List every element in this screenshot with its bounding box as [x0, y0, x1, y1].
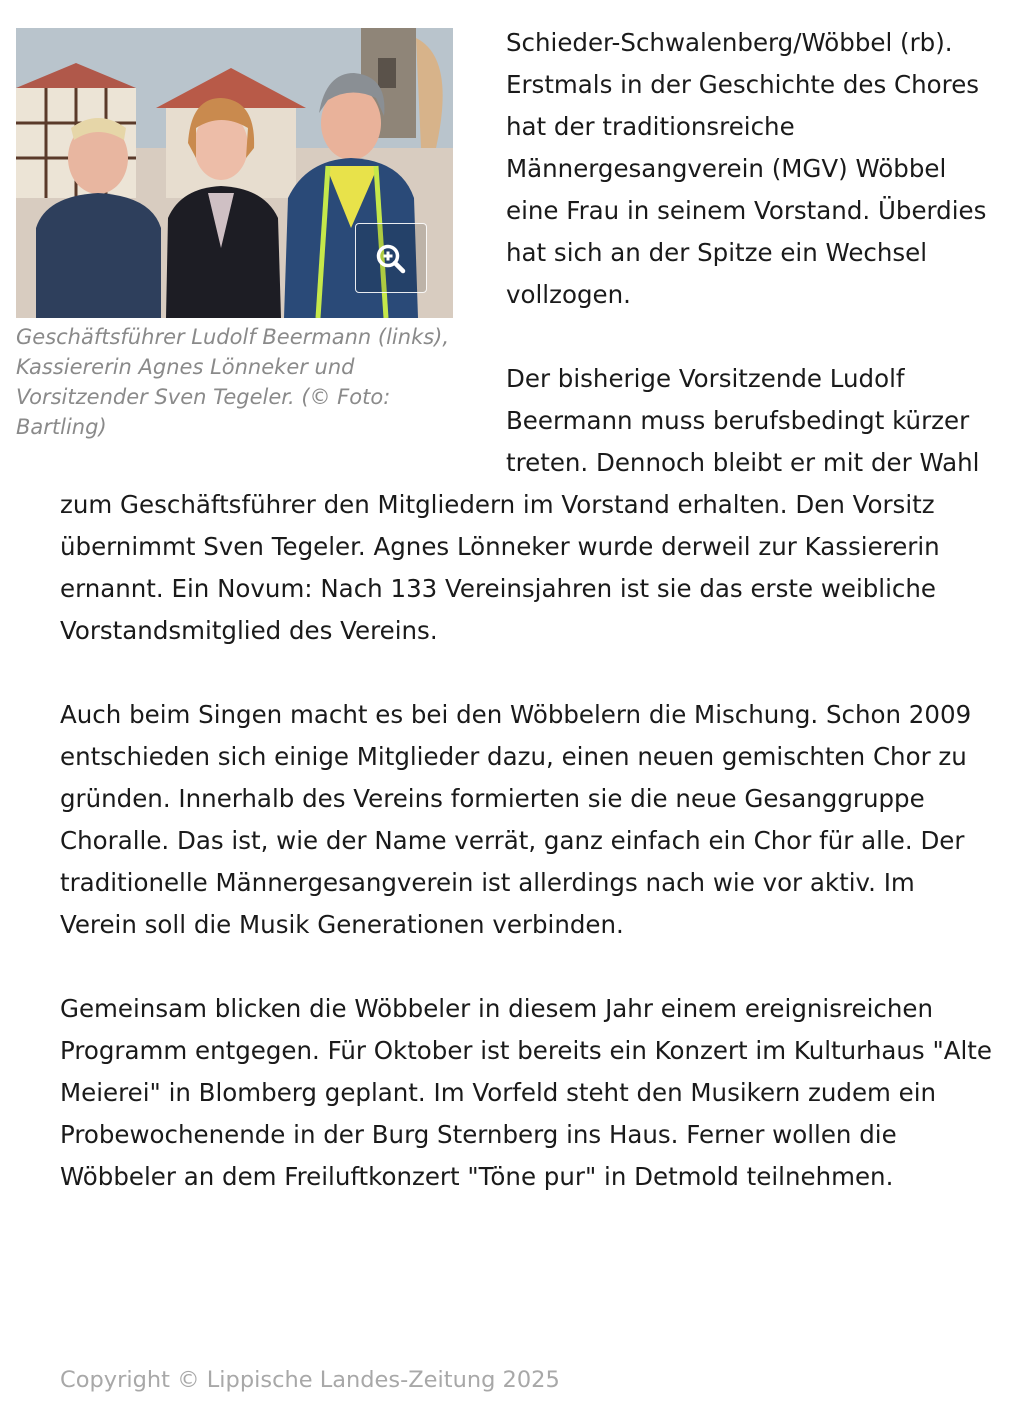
paragraph-2: Der bisherige Vorsitzende Ludolf Beermann muss berufsbedingt kürzer treten. Dennoch bleibt er mit der Wahl zum Geschäftsführer den Mitgliedern im Vorstand erhalten. Den Vorsitz übernimmt Sven Tegeler. Agnes Lönneker wurde derweil zur Kassiererin ernannt. Ein Novum: Nach 133 Vereinsjahren ist sie das erste weibliche Vorstandsmitglied des Vereins. — [60, 364, 980, 645]
article-body — [16, 22, 995, 1240]
paragraph-1: Schieder-Schwalenberg/Wöbbel (rb). Erstmals in der Geschichte des Chores hat der traditionsreiche Männergesangverein (MGV) Wöbbel eine Frau in seinem Vorstand. Überdies hat sich an der Spitze ein Wechsel vollzogen. — [506, 28, 987, 309]
paragraph-3: Auch beim Singen macht es bei den Wöbbelern die Mischung. Schon 2009 entschieden sich einige Mitglieder dazu, einen neuen gemischten Chor zu gründen. Innerhalb des Vereins formierten sie die neue Gesanggruppe Choralle. Das ist, wie der Name verrät, ganz einfach ein Chor für alle. Der traditionelle Männergesangverein ist allerdings nach wie vor aktiv. Im Verein soll die Musik Generationen verbinden. — [60, 700, 972, 939]
zoom-in-icon — [376, 244, 406, 274]
paragraph-4: Gemeinsam blicken die Wöbbeler in diesem Jahr einem ereignisreichen Programm entgegen. Für Oktober ist bereits ein Konzert im Kulturhaus "Alte Meierei" in Blomberg geplant. Im Vorfeld steht den Musikern zudem ein Probewochenende in der Burg Sternberg ins Haus. Ferner wollen die Wöbbeler an dem Freiluftkonzert "Töne pur" in Detmold teilnehmen. — [60, 994, 992, 1191]
zoom-button[interactable] — [355, 223, 427, 293]
copyright-notice: Copyright © Lippische Landes-Zeitung 2025 — [60, 1367, 560, 1393]
article-photo[interactable] — [16, 28, 453, 318]
photo-caption: Geschäftsführer Ludolf Beermann (links), Kassiererin Agnes Lönneker und Vorsitzender Sven Tegeler. (© Foto: Bartling) — [16, 325, 450, 439]
article-figure — [16, 28, 456, 442]
